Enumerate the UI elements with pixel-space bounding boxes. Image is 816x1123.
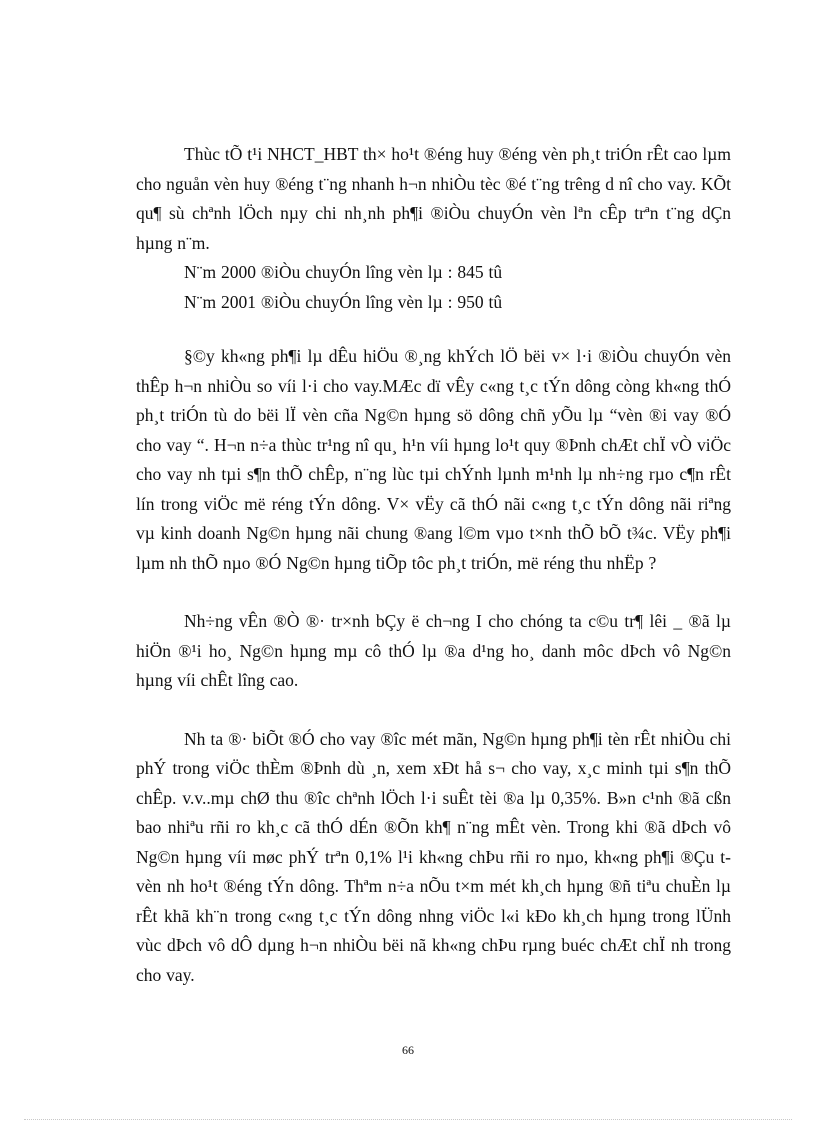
stat-line-2000: N¨m 2000 ®iÒu chuyÓn lîng vèn lµ : 845 tû bbox=[184, 262, 503, 282]
page-number: 66 bbox=[402, 1043, 414, 1057]
paragraph-3: Nh÷ng vÊn ®Ò ®· tr×nh bÇy ë ch¬ng I cho chóng ta c©u tr¶ lêi _ ®ã lµ hiÖn ®¹i ho¸ Ng©n hµng mµ cô thÓ lµ ®a d¹ng ho¸ danh môc dÞch vô Ng©n hµng víi chÊt lîng cao. bbox=[136, 611, 731, 690]
paragraph-1: Thùc tÕ t¹i NHCT_HBT th× ho¹t ®éng huy ®éng vèn ph¸t triÓn rÊt cao lµm cho nguån vèn huy ®éng t¨ng nhanh h¬n nhiÒu tèc ®é t¨ng trêng d nî cho vay. KÕt qu¶ sù chªnh lÖch nµy chi nh¸nh ph¶i ®iÒu chuyÓn vèn lªn cÊp trªn t¨ng dÇn hµng n¨m. bbox=[136, 144, 731, 253]
paragraph-2: §©y kh«ng ph¶i lµ dÊu hiÖu ®¸ng khÝch lÖ bëi v× l·i ®iÒu chuyÓn vèn thÊp h¬n nhiÒu so víi l·i cho vay.MÆc dï vÊy c«ng t¸c tÝn dông còng kh«ng thÓ ph¸t triÓn tù do bëi lÏ vèn cña Ng©n hµng sö dông chñ yÕu lµ “vèn ®i vay ®Ó cho vay “. H¬n n÷a thùc tr¹ng nî qu¸ h¹n víi hµng lo¹t quy ®Þnh chÆt chÏ vÒ viÖc cho vay nh tµi s¶n thÕ chÊp, n¨ng lùc tµi chÝnh lµnh m¹nh lµ nh÷ng rµo c¶n rÊt lín trong viÖc më réng tÝn dông. V× vËy cã thÓ nãi c«ng t¸c tÝn dông nãi riªng vµ kinh doanh Ng©n hµng nãi chung ®ang l©m vµo t×nh thÕ bÕ t¾c. VËy ph¶i lµm nh thÕ nµo ®Ó Ng©n hµng tiÕp tôc ph¸t triÓn, më réng thu nhËp ? bbox=[136, 346, 731, 573]
paragraph-4: Nh ta ®· biÕt ®Ó cho vay ®îc mét mãn, Ng©n hµng ph¶i tèn rÊt nhiÒu chi phÝ trong viÖc thÈm ®Þnh dù ¸n, xem xÐt hå s¬ cho vay, x¸c minh tµi s¶n thÕ chÊp. v.v..mµ chØ thu ®îc chªnh lÖch l·i suÊt tèi ®a lµ 0,35%. B»n c¹nh ®ã cßn bao nhiªu rñi ro kh¸c cã thÓ dÉn ®Õn kh¶ n¨ng mÊt vèn. Trong khi ®ã dÞch vô Ng©n hµng víi møc phÝ trªn 0,1% l¹i kh«ng chÞu rñi ro nµo, kh«ng ph¶i ®Çu t vèn nh ho¹t ®éng tÝn dông. Thªm n÷a nÕu t×m mét kh¸ch hµng ®ñ tiªu chuÈn lµ rÊt khã kh¨n trong c«ng t¸c tÝn dông nhng viÖc l«i kÐo kh¸ch hµng trong lÜnh vùc dÞch vô dÔ dµng h¬n nhiÒu bëi nã kh«ng chÞu rµng buéc chÆt chÏ nh trong cho vay. bbox=[136, 728, 731, 985]
stat-line-2001: N¨m 2001 ®iÒu chuyÓn lîng vèn lµ : 950 tû bbox=[184, 291, 503, 312]
body-text-top bbox=[136, 140, 731, 317]
body-text-bottom bbox=[136, 342, 731, 990]
bottom-divider bbox=[24, 1119, 792, 1120]
